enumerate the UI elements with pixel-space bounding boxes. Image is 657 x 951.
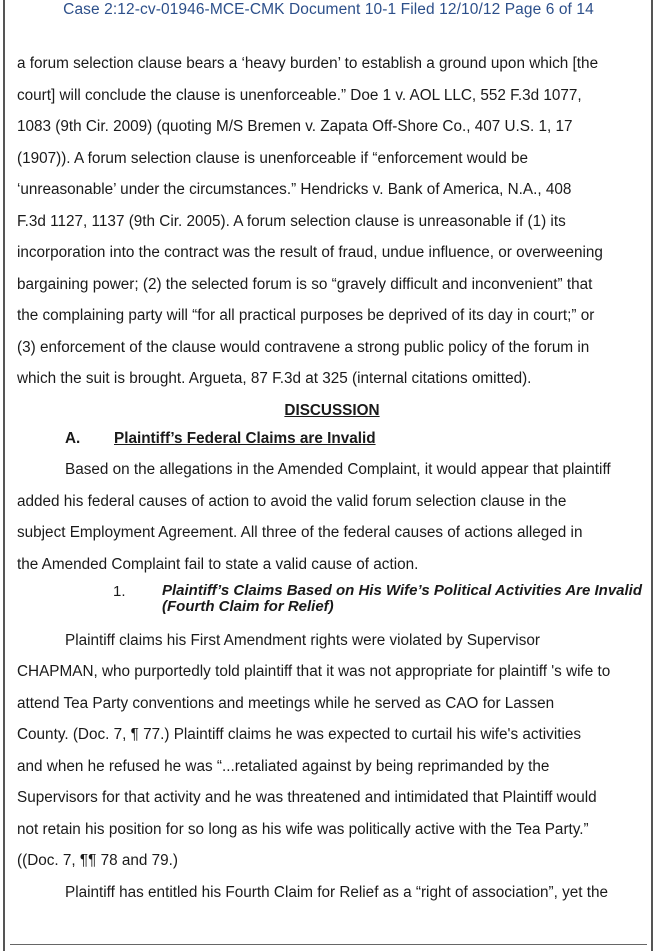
- body-line: Plaintiff has entitled his Fourth Claim for Relief as a “right of association”, yet the: [65, 883, 609, 901]
- section-1-number: 1.: [113, 582, 126, 600]
- section-a-heading: [17, 427, 647, 459]
- body-line: (1907)). A forum selection clause is unenforceable if “enforcement would be: [17, 149, 529, 167]
- discussion-heading: DISCUSSION: [284, 401, 380, 419]
- body-line: court] will conclude the clause is unenforceable.” Doe 1 v. AOL LLC, 552 F.3d 1077,: [17, 86, 582, 104]
- body-line: a forum selection clause bears a ‘heavy burden’ to establish a ground upon which [the: [17, 55, 599, 72]
- body-line: not retain his position for so long as his wife was politically active with the Tea Party.”: [17, 820, 589, 838]
- page-border-left: [3, 0, 5, 951]
- body-line: the Amended Complaint fail to state a valid cause of action.: [17, 555, 419, 573]
- body-line: ((Doc. 7, ¶¶ 78 and 79.): [17, 852, 178, 869]
- section-1-title: Plaintiff’s Claims Based on His Wife’s Political Activities Are Invalid (Fourth Claim for Relief): [162, 581, 643, 615]
- body-line: County. (Doc. 7, ¶ 77.) Plaintiff claims he was expected to curtail his wife's activities: [17, 726, 582, 743]
- section-a-label: A.: [65, 429, 81, 447]
- body-line: Supervisors for that activity and he was threatened and intimidated that Plaintiff would: [17, 789, 597, 806]
- page-border-right: [651, 0, 653, 951]
- body-line: F.3d 1127, 1137 (9th Cir. 2005). A forum selection clause is unreasonable if (1) its: [17, 212, 566, 230]
- body-line: added his federal causes of action to avoid the valid forum selection clause in the: [17, 492, 567, 510]
- discussion-heading-row: [17, 399, 647, 427]
- body-line: Based on the allegations in the Amended Complaint, it would appear that plaintiff: [65, 461, 611, 478]
- body-line: (3) enforcement of the clause would contravene a strong public policy of the forum in: [17, 338, 590, 356]
- body-line: and when he refused he was “...retaliated against by being reprimanded by the: [17, 757, 550, 775]
- body-line: bargaining power; (2) the selected forum is so “gravely difficult and inconvenient” that: [17, 275, 593, 293]
- body-line: 1083 (9th Cir. 2009) (quoting M/S Bremen v. Zapata Off-Shore Co., 407 U.S. 1, 17: [17, 118, 573, 135]
- footer-rule: [10, 944, 647, 945]
- document-body: [17, 52, 647, 912]
- body-line: which the suit is brought. Argueta, 87 F.3d at 325 (internal citations omitted).: [17, 370, 532, 387]
- body-line: attend Tea Party conventions and meetings while he served as CAO for Lassen: [17, 694, 555, 712]
- body-line: CHAPMAN, who purportedly told plaintiff that it was not appropriate for plaintiff 's wife to: [17, 663, 611, 680]
- body-line: incorporation into the contract was the result of fraud, undue influence, or overweening: [17, 244, 603, 261]
- case-header: Case 2:12-cv-01946-MCE-CMK Document 10-1 Filed 12/10/12 Page 6 of 14: [63, 1, 594, 18]
- section-1-heading: [17, 583, 647, 629]
- body-line: ‘unreasonable’ under the circumstances.” Hendricks v. Bank of America, N.A., 408: [17, 181, 572, 198]
- body-line: the complaining party will “for all practical purposes be deprived of its day in court;” or: [17, 307, 595, 324]
- body-line: subject Employment Agreement. All three of the federal causes of actions alleged in: [17, 524, 583, 541]
- section-a-title: Plaintiff’s Federal Claims are Invalid: [114, 429, 376, 447]
- body-line: Plaintiff claims his First Amendment rights were violated by Supervisor: [65, 631, 540, 649]
